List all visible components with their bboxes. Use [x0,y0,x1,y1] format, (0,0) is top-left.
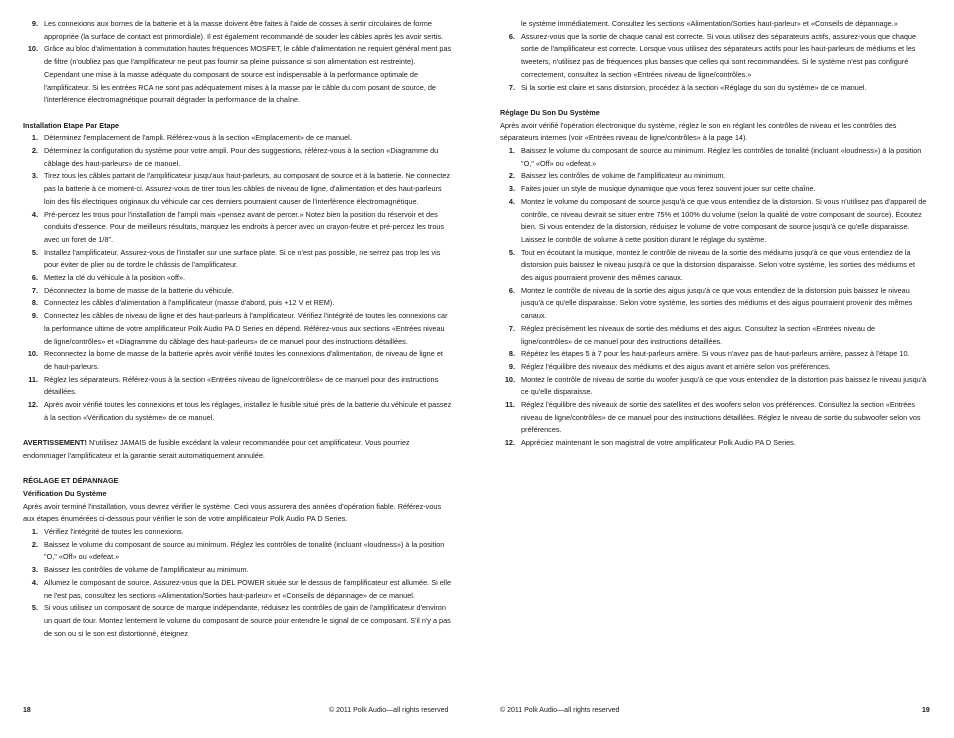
sound-tuning-heading: Réglage Du Son Du Système [500,107,600,117]
installation-heading: Installation Etape Par Etape [23,120,120,130]
item-text: Mettez la clé du véhicule à la position «off». [44,273,186,283]
list-item [23,297,453,310]
item-number: 11. [505,400,515,410]
item-number: 4. [508,196,515,206]
list-item [500,323,928,348]
item-text: Si la sortie est claire et sans distorsion, procédez à la section «Réglage du son du système» de ce manuel. [521,82,867,92]
list-item [500,145,928,170]
list-item [23,170,453,208]
list-item [500,82,928,95]
list-item [23,145,453,170]
item-text: Baissez le volume du composant de source au minimum. Réglez les contrôles de tonalité (incluant «loudness») à la position "O," «Off» ou «defeat.» [521,146,922,168]
item-number: 8. [508,349,515,359]
list-item [500,247,928,285]
right-page-column [500,18,928,450]
item-number: 6. [508,31,515,41]
list-item [23,526,453,539]
item-text: Baissez les contrôles de volume de l'amplificateur au minimum. [521,171,726,181]
warning-paragraph [23,437,453,462]
item-text: Déterminez la configuration du système pour votre ampli. Pour des suggestions, référez-vous à la section «Diagramme du câblage des haut-parleurs» de ce manuel. [44,146,439,168]
item-text: Montez le contrôle de niveau de la sortie des aigus jusqu'à ce que vous entendiez de la distorsion puis baissez le niveau jusqu'à ce qu'elle disparaisse. Selon votre système, les sorties des médiums et des aigus pourraient provenir des mêmes canaux. [521,285,913,321]
list-item [23,564,453,577]
item-text: Vérifiez l'intégrité de toutes les connexions. [44,527,184,537]
item-number: 5. [31,603,38,613]
item-text: Pré-percez les trous pour l'installation de l'ampli mais «pensez avant de percer.» Notez bien la position du réservoir et des conduits d'essence. Pour de meilleurs résultats, marquez les endroits à percer avec un crayon-feutre et pré-percez les trous avec un foret de 1/8". [44,209,445,244]
item-number: 6. [31,273,38,283]
item-number: 12. [504,438,515,448]
list-item [23,18,453,43]
item-text: Après avoir vérifié toutes les connexions et tous les réglages, installez le fusible situé près de la batterie du véhicule et passez à la section «Vérification du système» de ce manuel. [44,400,452,422]
item-text: Faites jouer un style de musique dynamique que vous ferez souvent jouer sur cette chaîne. [521,184,816,194]
system-check-intro: Après avoir terminé l'installation, vous devrez vérifier le système. Ceci vous assurera des années d'opération fiable. Référez-vous aux étapes énumérées ci-dessous pour vérifier le son de votre amplificateur Polk Audio PA D Series. [23,501,442,524]
list-item [500,183,928,196]
item-text: Montez le volume du composant de source jusqu'à ce que vous entendiez de la distorsion. Si vous n'utilisez pas d'appareil de contrôle, ce niveau devrait se situer entre 75% et 100% du volume (selon la qualité de votre composant de source). Écoutez bien. Si vous entendez de la distorsion, réduisez le volume de votre composant de source jusqu'à ce qu'elle disparaisse. Laissez le contrôle de volume à cette position durant le réglage du système. [521,196,927,244]
item-text: Appréciez maintenant le son magistral de votre amplificateur Polk Audio PA D Series. [521,438,796,448]
item-number: 5. [508,247,515,257]
page-number-right: 19 [922,707,930,714]
item-number: 9. [31,19,38,28]
item-number: 2. [508,171,515,181]
item-text: Tirez tous les câbles partant de l'amplificateur jusqu'aux haut-parleurs, au composant de source et à la batterie. Ne connectez pas la batterie à ce moment-ci. Assurez-vous de tirer tous les câbles de niveau de ligne, d'alimentation et des haut-parleurs loin des fils électriques originaux du véhicule car ces derniers pourraient causer de l'interférence électromagnétique. [44,171,451,206]
item-text: Répétez les étapes 5 à 7 pour les haut-parleurs arrière. Si vous n'avez pas de haut-parleurs arrière, passez à l'étape 10. [521,349,910,359]
item-text: Grâce au bloc d'alimentation à commutation hautes fréquences MOSFET, le câble d'alimentation ne requiert général ment pas de filtre (n'oubliez pas que l'amplificateur ne peut pas fournir sa pleine puissance si son alimentation est restreinte). Cependant une mise à la masse adéquate du composant de source est indispensable à la performance optimale de l'amplificateur. Si les entrées RCA ne sont pas adéquatement mises à la masse par le câble du com posant de source, de l'interférence électromagnétique pourrait dégrader la performance de la chaîne. [44,44,452,105]
item-text: Réglez l'équilibre des niveaux de sortie des satellites et des woofers selon vos préférences. Consultez la section «Entrées niveau de ligne/contrôles» de ce manuel pour des instructions détaillées. Réglez le niveau de sortie du subwoofer selon vos préférences. [521,400,921,435]
item-number: 2. [31,539,38,549]
list-item [23,348,453,373]
list-item [23,399,453,424]
system-check-steps [23,526,453,640]
copyright-right: © 2011 Polk Audio—all rights reserved [500,707,620,714]
item-text: Déconnectez la borne de masse de la batterie du véhicule. [44,285,234,295]
item-text: Baissez le volume du composant de source au minimum. Réglez les contrôles de tonalité (incluant «loudness») à la position "O," «Off» ou «defeat.» [44,539,445,562]
list-item [23,577,453,602]
item-text: Baissez les contrôles de volume de l'amplificateur au minimum. [44,565,249,575]
item-number: 6. [508,285,515,295]
item-number: 12. [27,400,38,410]
list-item [23,285,453,298]
system-check-subheading: Vérification Du Système [23,488,107,498]
item-number: 10. [27,349,38,359]
list-item [500,361,928,374]
item-text: Déterminez l'emplacement de l'ampli. Référez-vous à la section «Emplacement» de ce manuel. [44,133,352,143]
list-item [500,437,928,450]
list-item [23,132,453,145]
item-number: 5. [31,247,38,257]
item-text: Assurez-vous que la sortie de chaque canal est correcte. Si vous utilisez des séparateurs actifs, assurez-vous que chaque sortie de l'amplificateur est correcte. Lorsque vous utilisez des séparateurs actifs pour les haut-parleurs de médiums et les tweeters, n'utilisez pas de fréquences plus basses que celles qui sont recommandées. Si le système n'est pas configuré correctement, consultez la section «Entrées niveau de ligne/contrôles.» [521,31,917,79]
item-number: 7. [508,323,515,333]
item-text: Les connexions aux bornes de la batterie et à la masse doivent être faites à l'aide de cosses à sertir circulaires de forme appropriée (la surface de contact est primordiale). Il est également recommandé de souder les câbles après les avoir sertis. [44,19,444,41]
item-number: 7. [31,285,38,295]
item-number: 4. [31,577,38,587]
list-item [23,209,453,247]
sound-tuning-steps [500,145,928,450]
item-text: le système immédiatement. Consultez les sections «Alimentation/Sorties haut-parleur» et «Conseils de dépannage.» [521,19,898,28]
troubleshooting-heading: RÉGLAGE ET DÉPANNAGE [23,476,119,486]
list-item [23,602,453,640]
item-text: Tout en écoutant la musique, montez le contrôle de niveau de la sortie des médiums jusqu'à ce que vous entendiez de la distorsion puis baissez le niveau jusqu'à ce que la distorsion disparaisse. Selon votre système, les sorties des médiums et des aigus pourraient provenir des mêmes canaux. [521,247,915,283]
page-number-left: 18 [23,707,31,714]
list-item [23,43,453,107]
list-item [500,348,928,361]
copyright-left: © 2011 Polk Audio—all rights reserved [329,707,449,714]
item-number: 3. [31,565,38,575]
list-item [500,399,928,437]
item-number: 7. [508,82,515,92]
warning-text: N'utilisez JAMAIS de fusible excédant la valeur recommandée pour cet amplificateur. Vous pourriez endommager l'amplificateur et la garantie serait automatiquement annulée. [23,438,410,460]
item-number: 11. [28,374,38,384]
item-text: Montez le contrôle de niveau de sortie du woofer jusqu'à ce que vous entendiez de la distortion puis baissez le niveau jusqu'à ce qu'elle disparaisse. [521,374,927,397]
item-text: Reconnectez la borne de masse de la batterie après avoir vérifié toutes les connexions d'alimentation, de niveau de ligne et de haut-parleurs. [44,349,443,371]
item-number: 2. [31,146,38,156]
item-number: 8. [31,298,38,308]
item-text: Réglez l'équilibre des niveaux des médiums et des aigus avant et arrière selon vos préférences. [521,361,831,371]
item-number: 10. [504,374,515,384]
list-item [500,31,928,82]
system-check-steps-continued [500,31,928,95]
list-item [500,170,928,183]
list-item [500,285,928,323]
item-text: Installez l'amplificateur. Assurez-vous de l'installer sur une surface plate. Si ce n'est pas possible, ne serrez pas trop les vis pour éviter de plier ou de tordre le châssis de l'amplificateur. [44,247,441,270]
installation-steps [23,132,453,424]
item-text: Si vous utilisez un composant de source de marque indépendante, réduisez les contrôles de gain de l'amplificateur d'environ un quart de tour. Montez lentement le volume du composant de source pour entendre le signal de ce composant. S'il n'y a pas de son ou si le son est distortionné, éteignez [44,603,451,638]
list-item-continued [500,18,928,31]
item-text: Connectez les câbles de niveau de ligne et des haut-parleurs à l'amplificateur. Vérifiez l'intégrité de toutes les connexions car la performance ultime de votre amplificateur Polk Audio PA D Series en dépend. Référez-vous aux sections «Entrées niveau de ligne/contrôles» et «Diagramme du câblage des haut-parleurs» de ce manuel pour des instructions détaillées. [44,311,448,346]
list-item [500,196,928,247]
warning-label: AVERTISSEMENT! [23,438,87,448]
list-item [23,374,453,399]
list-item [23,247,453,272]
list-item [23,272,453,285]
item-number: 9. [31,311,38,321]
left-page-column [23,18,453,640]
item-text: Allumez le composant de source. Assurez-vous que la DEL POWER située sur le dessus de l'amplificateur est allumée. Si elle ne l'est pas, consultez les sections «Alimentation/Sorties haut-parleur» et «Conseils de dépannage» de ce manuel. [44,577,452,600]
item-number: 9. [508,361,515,371]
item-number: 1. [31,133,38,143]
list-item [23,539,453,564]
item-number: 4. [31,209,38,219]
item-text: Réglez précisément les niveaux de sortie des médiums et des aigus. Consultez la section «Entrées niveau de ligne/contrôles» de ce manuel pour des instructions détaillées. [521,323,876,346]
item-number: 10. [27,44,38,54]
item-number: 1. [508,146,515,156]
item-text: Connectez les câbles d'alimentation à l'amplificateur (masse d'abord, puis +12 V et REM). [44,298,335,308]
item-number: 1. [31,527,38,537]
list-item [23,310,453,348]
item-text: Réglez les séparateurs. Référez-vous à la section «Entrées niveau de ligne/contrôles» de ce manuel pour des instructions détaillées. [44,374,439,397]
item-number: 3. [508,184,515,194]
item-number: 3. [31,171,38,181]
list-item [500,374,928,399]
sound-tuning-intro: Après avoir vérifié l'opération électronique du système, réglez le son en réglant les contrôles de niveau et les contrôles des séparateurs internes (voir «Entrées niveau de ligne/contrôles» à la page 14). [500,120,897,143]
